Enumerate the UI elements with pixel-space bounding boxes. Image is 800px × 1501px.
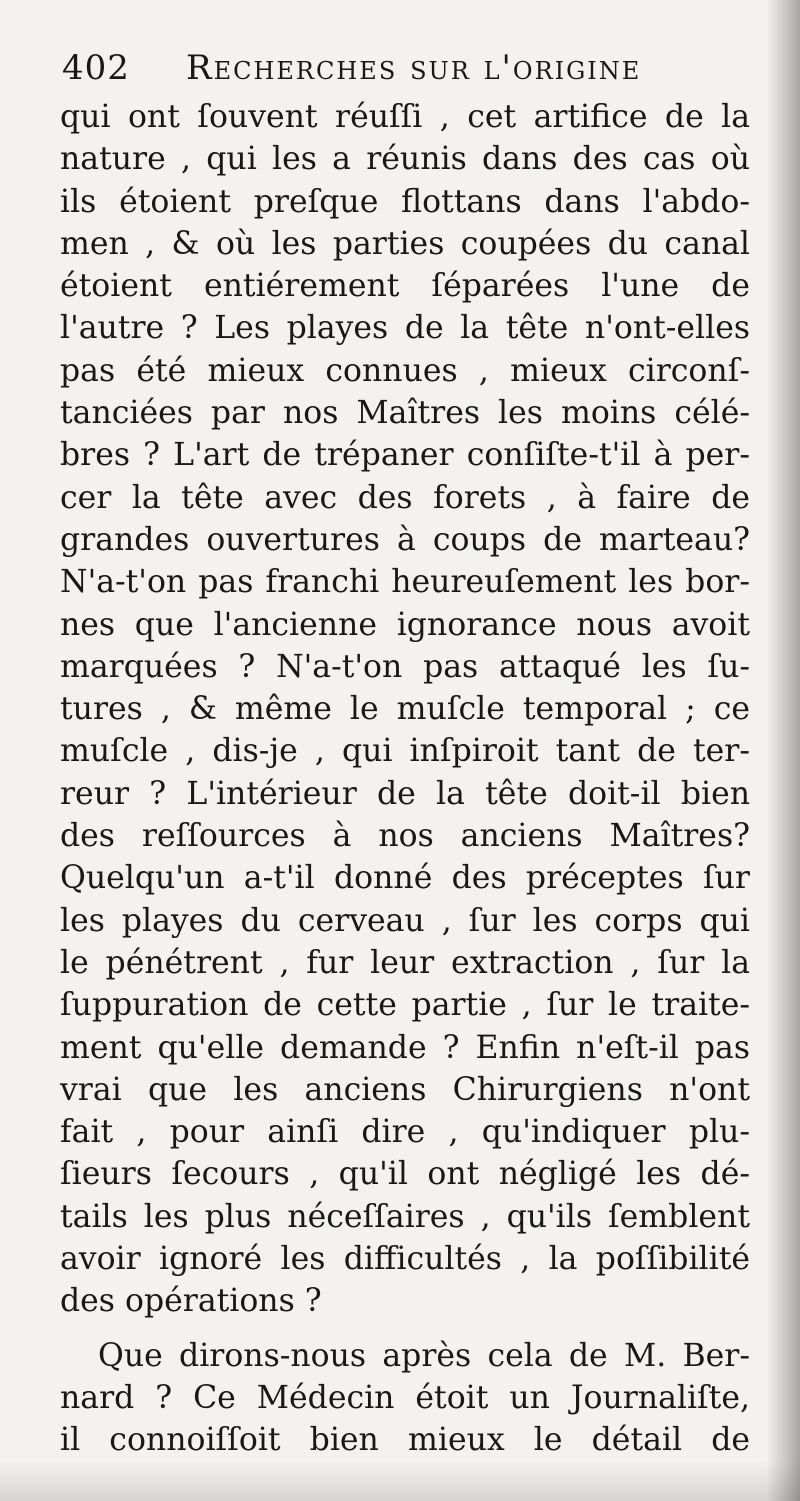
paragraph-2 — [60, 1335, 750, 1462]
text-line: ſuppuration de cette partie , ſur le traite- — [60, 987, 750, 1024]
text-line: pas été mieux connues , mieux circonſ- — [60, 352, 750, 389]
text-line: reur ? L'intérieur de la tête doit-il bien — [60, 775, 750, 812]
text-line: nard ? Ce Médecin étoit un Journaliſte, — [60, 1379, 750, 1416]
body-text — [60, 96, 750, 1462]
text-line: nature , qui les a réunis dans des cas où — [60, 141, 750, 178]
text-line: ils étoient preſque flottans dans l'abdo- — [60, 183, 750, 220]
text-line: N'a-t'on pas franchi heureuſement les bor- — [60, 564, 750, 601]
text-line: les playes du cerveau , ſur les corps qui — [60, 902, 750, 939]
text-line: le pénétrent , fur leur extraction , ſur la — [60, 944, 750, 981]
page-number: 402 — [62, 48, 130, 88]
page-edge-shadow — [766, 0, 800, 1501]
text-line: tures , & même le muſcle temporal ; ce — [60, 691, 750, 728]
text-line: étoient entiérement ſéparées l'une de — [60, 268, 750, 305]
text-line: qui ont ſouvent réuſſi , cet artifice de la — [60, 99, 750, 135]
page-bottom-shadow — [0, 1461, 800, 1501]
text-line: ment qu'elle demande ? Enfin n'eſt-il pas — [60, 1029, 750, 1066]
text-line: bres ? L'art de trépaner conſiſte-t'il à per- — [60, 437, 750, 474]
page-header — [62, 48, 722, 96]
text-line: des opérations ? — [60, 1283, 322, 1320]
text-line: il connoiſſoit bien mieux le détail de — [60, 1422, 750, 1459]
text-line: fait , pour ainſi dire , qu'indiquer plu- — [60, 1114, 750, 1151]
text-line: marquées ? N'a-t'on pas attaqué les ſu- — [60, 648, 750, 685]
paragraph-1 — [60, 96, 750, 1323]
text-line: grandes ouvertures à coups de marteau? — [60, 521, 750, 558]
text-line: avoir ignoré les difficultés , la poſſibilité — [60, 1241, 750, 1278]
paragraph-gap — [60, 1323, 750, 1335]
text-line: des reſſources à nos anciens Maîtres? — [60, 818, 750, 855]
text-line: muſcle , dis-je , qui inſpiroit tant de ter- — [60, 733, 750, 770]
text-line: l'autre ? Les playes de la tête n'ont-elles — [60, 310, 750, 347]
text-line: men , & où les parties coupées du canal — [60, 225, 750, 262]
text-line: nes que l'ancienne ignorance nous avoit — [60, 606, 750, 643]
text-line: Que dirons-nous après cela de M. Ber- — [98, 1337, 750, 1374]
text-line: vrai que les anciens Chirurgiens n'ont — [60, 1071, 750, 1108]
text-line: tanciées par nos Maîtres les moins célé- — [60, 395, 750, 432]
text-line: cer la tête avec des forets , à faire de — [60, 479, 750, 516]
text-line: ſieurs ſecours , qu'il ont négligé les dé- — [60, 1156, 750, 1193]
running-head: Recherches sur l'origine — [186, 48, 642, 88]
text-line: tails les plus néceſſaires , qu'ils ſemblent — [60, 1198, 750, 1235]
text-line: Quelqu'un a-t'il donné des préceptes ſur — [60, 860, 750, 897]
